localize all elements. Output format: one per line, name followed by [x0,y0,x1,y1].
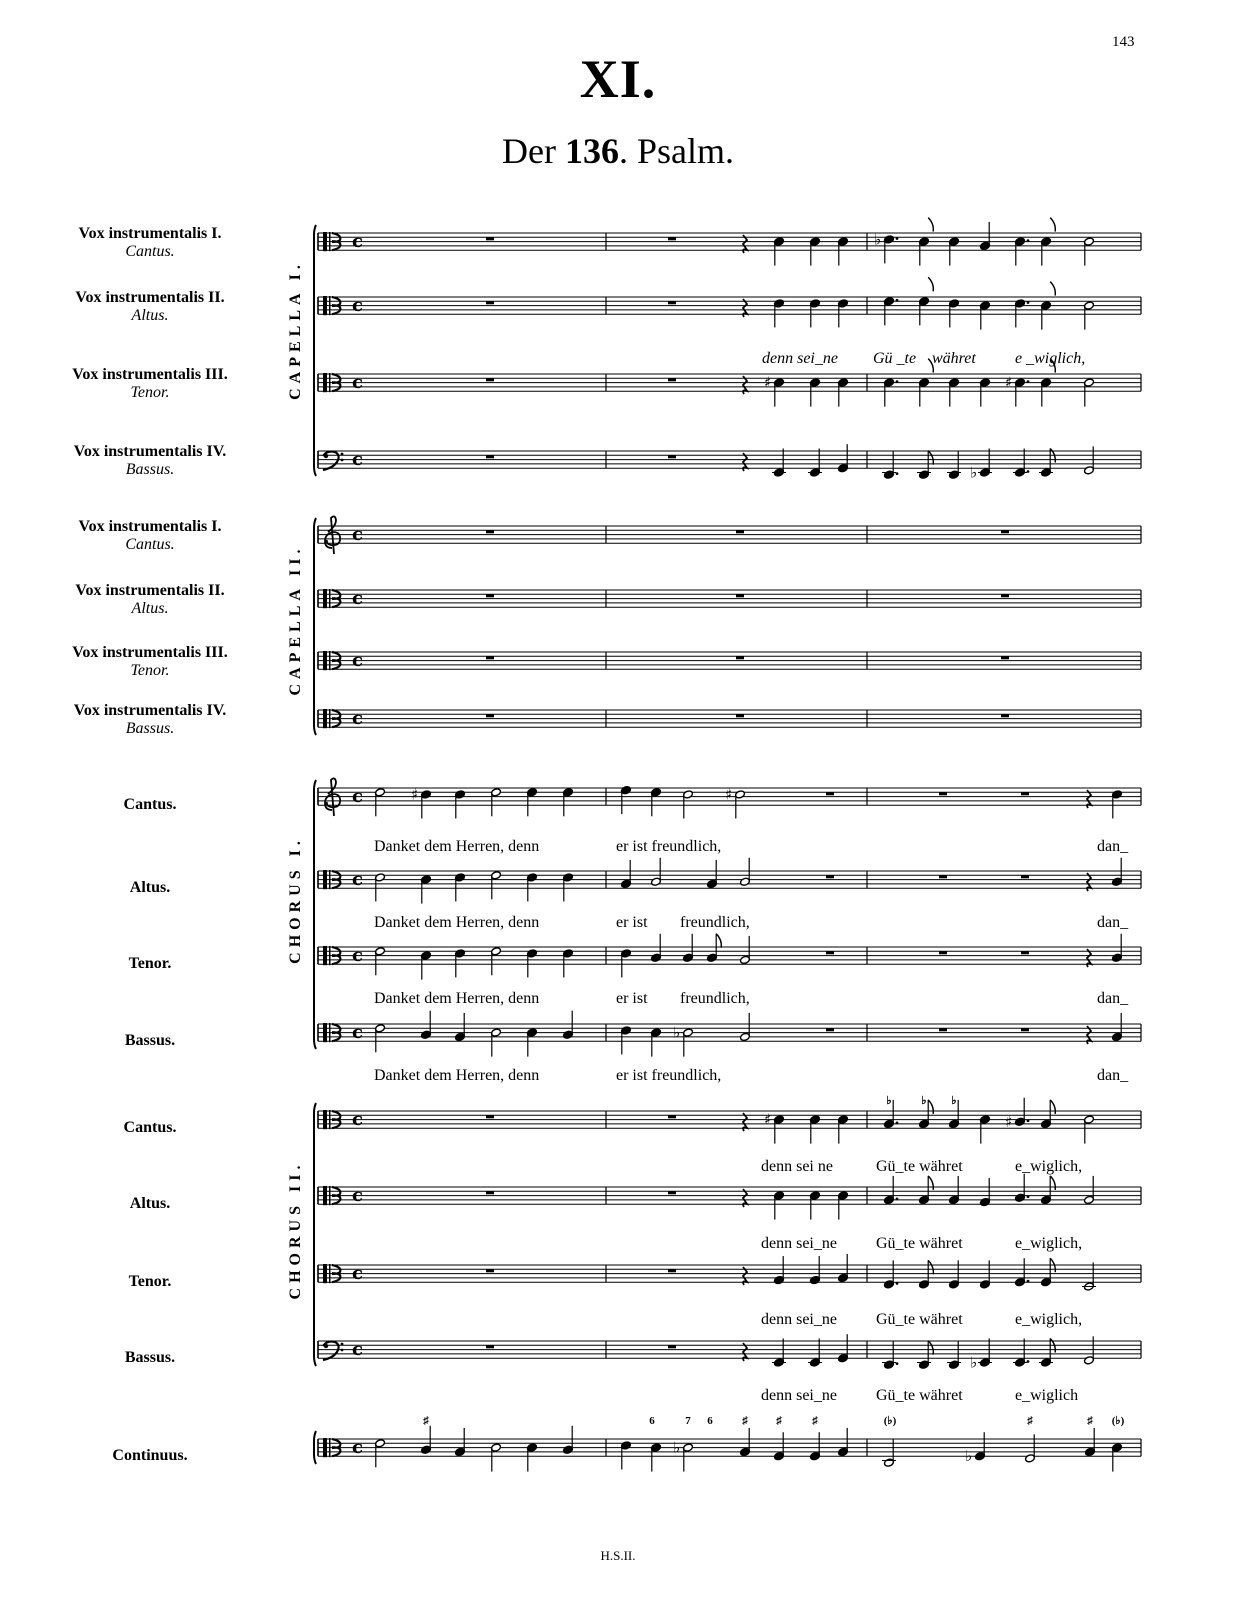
common-time-signature: c [352,786,363,807]
quarter-note [527,1028,538,1057]
quarter-note [621,1441,632,1470]
quarter-note [527,788,538,817]
lyric-syllable: Danket dem Herren, denn [374,1067,540,1084]
quarter-note [621,949,632,978]
quarter-note [774,1432,785,1461]
quarter-note [563,949,574,978]
staff-label-name: Tenor. [128,955,172,972]
half-note [491,1443,502,1472]
quarter-note [1013,449,1029,478]
quarter-note [421,875,432,904]
staff [318,1437,1141,1458]
lyric-syllable: er ist freundlich, [616,838,722,855]
lyric-syllable: denn sei ne [761,1158,833,1175]
staff-label-name: Vox instrumentalis I. [78,518,222,535]
staff-label-name: Altus. [129,1195,171,1212]
quarter-note [772,1339,786,1368]
quarter-note [563,1011,574,1040]
whole-rest [1021,951,1029,954]
quarter-note [980,301,991,330]
editorial-flat: ♭ [951,1095,957,1107]
quarter-note [1112,1013,1123,1042]
lyric-syllable: freundlich, [680,914,750,931]
movement-number: XI. [579,49,657,109]
common-time-signature: c [352,231,363,252]
staff-label-name: Bassus. [124,1349,176,1366]
quarter-note [884,378,899,407]
g-clef [325,778,340,816]
quarter-note [1013,1339,1029,1368]
staff-label-name: Tenor. [128,1273,172,1290]
quarter-note [810,1191,821,1220]
quarter-note [707,934,722,963]
staff-label-name: Cantus. [123,1119,177,1136]
quarter-note [980,222,991,251]
quarter-note [1112,934,1123,963]
staff [318,945,1141,966]
staff-label-voice: Tenor. [130,662,170,679]
half-note [491,788,502,817]
figured-bass: 6 [707,1415,713,1427]
psalm-number: 136 [564,131,619,171]
quarter-note [1015,237,1030,266]
quarter-note [651,934,662,963]
figured-bass: ♯ [776,1415,782,1427]
quarter-note [838,1191,849,1220]
staff-label-voice: Altus. [131,307,169,324]
quarter-note [563,873,574,902]
whole-rest [1001,714,1009,717]
whole-rest [486,656,494,659]
quarter-note [1085,1428,1096,1457]
figured-bass: ♯ [423,1415,429,1427]
quarter-note [808,1339,822,1368]
staff-label-voice: Tenor. [130,384,170,401]
quarter-note [965,1432,985,1465]
quarter-note [455,790,466,819]
quarter-note [949,378,960,407]
editorial-flat: ♭ [886,1095,892,1107]
lyric-syllable: Danket dem Herren, denn [374,838,540,855]
quarter-note [838,1254,849,1283]
g-clef [325,516,340,554]
lyric-syllable: er ist freundlich, [616,1067,722,1084]
lyric-syllable: denn sei_ne [761,1311,837,1328]
group-label: CAPELLA II. [287,544,304,696]
half-note [740,858,751,887]
half-note [1084,301,1095,330]
half-note [375,947,386,976]
lyric-syllable: Gü _te [873,350,917,367]
whole-rest [736,714,744,717]
quarter-note [621,1026,632,1055]
whole-rest [939,1028,947,1031]
group-label: CHORUS II. [287,1160,304,1300]
whole-rest [486,594,494,597]
quarter-note [683,934,694,963]
quarter-note [980,378,991,407]
system-bracket [314,518,316,735]
half-note [1084,378,1095,407]
half-note [651,858,662,887]
staff-label-name: Bassus. [124,1032,176,1049]
staff [318,588,1141,609]
quarter-note [810,1115,821,1144]
common-time-signature: c [352,1109,363,1130]
f-clef [323,1342,343,1361]
common-time-signature: c [352,1339,363,1360]
lyric-syllable: Danket dem Herren, denn [374,914,540,931]
whole-rest [668,1191,676,1194]
staff-label-name: Vox instrumentalis I. [78,225,222,242]
staff-label-name: Vox instrumentalis II. [75,289,225,306]
whole-rest [668,1115,676,1118]
common-time-signature: c [352,449,363,470]
lyric-syllable: Gü_te währet [876,1311,963,1328]
staff [318,650,1141,671]
lyric-syllable: e_wiglich [1015,1387,1079,1404]
staff-label-name: Continuus. [112,1447,188,1464]
quarter-note [810,1256,821,1285]
whole-rest [826,951,834,954]
quarter-note [527,873,538,902]
group-label: CHORUS I. [287,836,304,964]
whole-rest [826,875,834,878]
half-note [375,1024,386,1053]
quarter-note [455,873,466,902]
editorial-flat: ♭ [921,1095,927,1107]
quarter-note [838,1428,849,1457]
half-note [491,1028,502,1057]
staff-label-name: Vox instrumentalis IV. [73,702,227,719]
staff-label-voice: Bassus. [125,720,175,737]
lyric-syllable: denn sei_ne [761,1235,837,1252]
common-time-signature: c [352,1263,363,1284]
whole-rest [736,594,744,597]
quarter-note [949,237,960,266]
common-time-signature: c [352,372,363,393]
quarter-note [421,1426,432,1455]
lyric-syllable: e_wiglich, [1015,1235,1083,1252]
whole-rest [486,714,494,717]
lyric-syllable: er ist [616,990,648,1007]
quarter-note [651,788,662,817]
quarter-note [808,449,822,478]
quarter-note [838,1115,849,1144]
figured-bass: ♯ [1087,1415,1093,1427]
common-time-signature: c [352,1437,363,1458]
quarter-note [838,444,849,473]
quarter-note [621,786,632,815]
quarter-note [774,237,785,266]
quarter-note [455,949,466,978]
lyric-syllable: Gü_te währet [876,1158,963,1175]
whole-rest [1021,792,1029,795]
quarter-note [980,1178,991,1207]
system-bracket [314,1103,316,1366]
half-note [725,785,745,818]
quarter-note [970,1339,992,1372]
quarter-note [1112,858,1123,887]
half-note [375,788,386,817]
staff-label-name: Vox instrumentalis II. [75,582,225,599]
quarter-note [527,949,538,978]
quarter-note [810,378,821,407]
half-note [1082,1263,1096,1292]
half-note [683,790,694,819]
staff [318,708,1141,729]
whole-rest [486,1191,494,1194]
quarter-note [810,299,821,328]
whole-rest [486,1115,494,1118]
figured-bass: ♯ [742,1415,748,1427]
lyric-syllable: denn sei_ne [762,350,838,367]
quarter-note [527,1443,538,1472]
staff-label-name: Vox instrumentalis IV. [73,443,227,460]
quarter-note [774,1191,785,1220]
half-note [491,947,502,976]
whole-rest [939,951,947,954]
lyric-syllable: denn sei_ne [761,1387,837,1404]
system-bracket [314,780,316,1049]
quarter-note [810,237,821,266]
figured-bass: 6 [649,1415,655,1427]
svg-text:♯: ♯ [1005,1112,1013,1131]
page-number: 143 [1112,34,1135,50]
whole-rest [736,530,744,533]
whole-rest [486,237,494,240]
common-time-signature: c [352,945,363,966]
svg-text:♯: ♯ [725,785,733,804]
common-time-signature: c [352,708,363,729]
half-note [1084,1115,1095,1144]
quarter-note [1005,1098,1029,1131]
whole-rest [1001,594,1009,597]
footer-mark: H.S.II. [600,1548,636,1563]
quarter-note [810,1432,821,1461]
staff [318,516,1141,554]
whole-rest [939,875,947,878]
quarter-note [563,1426,574,1455]
figured-bass: ♯ [1027,1415,1033,1427]
figured-bass: ♯ [812,1415,818,1427]
quarter-note [949,299,960,328]
lyric-syllable: Danket dem Herren, denn [374,990,540,1007]
whole-rest [1021,1028,1029,1031]
quarter-note [1015,1174,1030,1203]
lyric-syllable: dan_ [1097,990,1129,1007]
svg-text:♭: ♭ [965,1447,973,1466]
quarter-note [838,237,849,266]
quarter-note [455,1428,466,1457]
whole-rest [736,656,744,659]
quarter-note [980,1115,991,1144]
quarter-note [563,788,574,817]
quarter-note [621,860,632,889]
lyric-syllable: dan_ [1097,914,1129,931]
whole-rest [486,301,494,304]
half-note [375,1439,386,1468]
lyric-syllable: dan_ [1097,1067,1129,1084]
quarter-note [949,1176,960,1205]
whole-rest [826,1028,834,1031]
half-note [375,873,386,902]
lyric-syllable: währet [932,350,976,367]
svg-text:♯: ♯ [764,1110,772,1129]
quarter-note [874,230,898,263]
quarter-note [774,1256,785,1285]
whole-rest [1001,530,1009,533]
quarter-note [411,785,431,818]
figured-bass: (♭) [1111,1415,1125,1427]
quarter-note [970,449,992,482]
quarter-note [1039,1339,1055,1368]
common-time-signature: c [352,295,363,316]
half-note [1084,237,1095,266]
quarter-note [774,299,785,328]
whole-rest [668,455,676,458]
quarter-note [838,1334,849,1363]
lyric-syllable: dan_ [1097,838,1129,855]
whole-rest [486,1269,494,1272]
group-label: CAPELLA I. [287,260,304,400]
svg-text:♯: ♯ [1005,373,1013,392]
lyric-syllable: freundlich, [680,990,750,1007]
common-time-signature: c [352,524,363,545]
whole-rest [668,378,676,381]
whole-rest [668,237,676,240]
title-pre: Der [502,131,565,171]
whole-rest [486,1345,494,1348]
lyric-syllable: er ist [616,914,648,931]
quarter-note [455,1013,466,1042]
staff-label-name: Vox instrumentalis III. [72,644,228,661]
svg-text:♭: ♭ [874,230,882,249]
common-time-signature: c [352,1022,363,1043]
whole-rest [826,792,834,795]
whole-rest [668,1269,676,1272]
quarter-note [651,1443,662,1472]
staff-label-voice: Altus. [131,600,169,617]
quarter-note [1112,790,1123,819]
common-time-signature: c [352,650,363,671]
quarter-note [707,860,718,889]
staff [318,1339,1141,1360]
quarter-note [421,1011,432,1040]
whole-rest [668,1345,676,1348]
half-note [1084,1176,1095,1205]
svg-text:♭: ♭ [673,1023,681,1042]
lyric-syllable: Gü_te währet [876,1235,963,1252]
quarter-note [884,297,899,326]
system-bracket [314,225,316,476]
quarter-note [740,1428,751,1457]
quarter-note [421,951,432,980]
quarter-note [651,1028,662,1057]
common-time-signature: c [352,869,363,890]
staff-label-name: Cantus. [123,796,177,813]
whole-rest [486,530,494,533]
staff [318,869,1141,890]
svg-text:♯: ♯ [764,373,772,392]
staff-label-voice: Bassus. [125,461,175,478]
common-time-signature: c [352,588,363,609]
quarter-note [838,378,849,407]
whole-rest [1021,875,1029,878]
common-time-signature: c [352,1185,363,1206]
svg-text:♭: ♭ [970,463,978,482]
svg-text:♭: ♭ [673,1438,681,1457]
staff-label-name: Vox instrumentalis III. [72,366,228,383]
half-note [740,1013,751,1042]
f-clef [323,452,343,471]
figured-bass: (♭) [883,1415,897,1427]
figured-bass: 7 [685,1415,691,1427]
title-post: . Psalm. [618,131,734,171]
quarter-note [1015,299,1030,328]
half-note [491,871,502,900]
lyric-syllable: e _wiglich, [1015,350,1086,367]
whole-rest [939,792,947,795]
whole-rest [1001,656,1009,659]
svg-text:♯: ♯ [411,785,419,804]
whole-rest [486,455,494,458]
half-note [740,936,751,965]
quarter-note [1039,449,1055,478]
staff [318,449,1141,470]
quarter-note [838,299,849,328]
whole-rest [668,301,676,304]
whole-rest [486,378,494,381]
system-bracket [314,1431,316,1464]
lyric-syllable: e_wiglich, [1015,1158,1083,1175]
lyric-syllable: Gü_te währet [876,1387,963,1404]
quarter-note [772,449,786,478]
staff-label-voice: Cantus. [125,536,175,553]
lyric-syllable: e_wiglich, [1015,1311,1083,1328]
staff-label-voice: Cantus. [125,243,175,260]
staff [318,1022,1141,1043]
svg-text:♭: ♭ [970,1353,978,1372]
staff-label-name: Altus. [129,879,171,896]
quarter-note [1112,1443,1123,1472]
